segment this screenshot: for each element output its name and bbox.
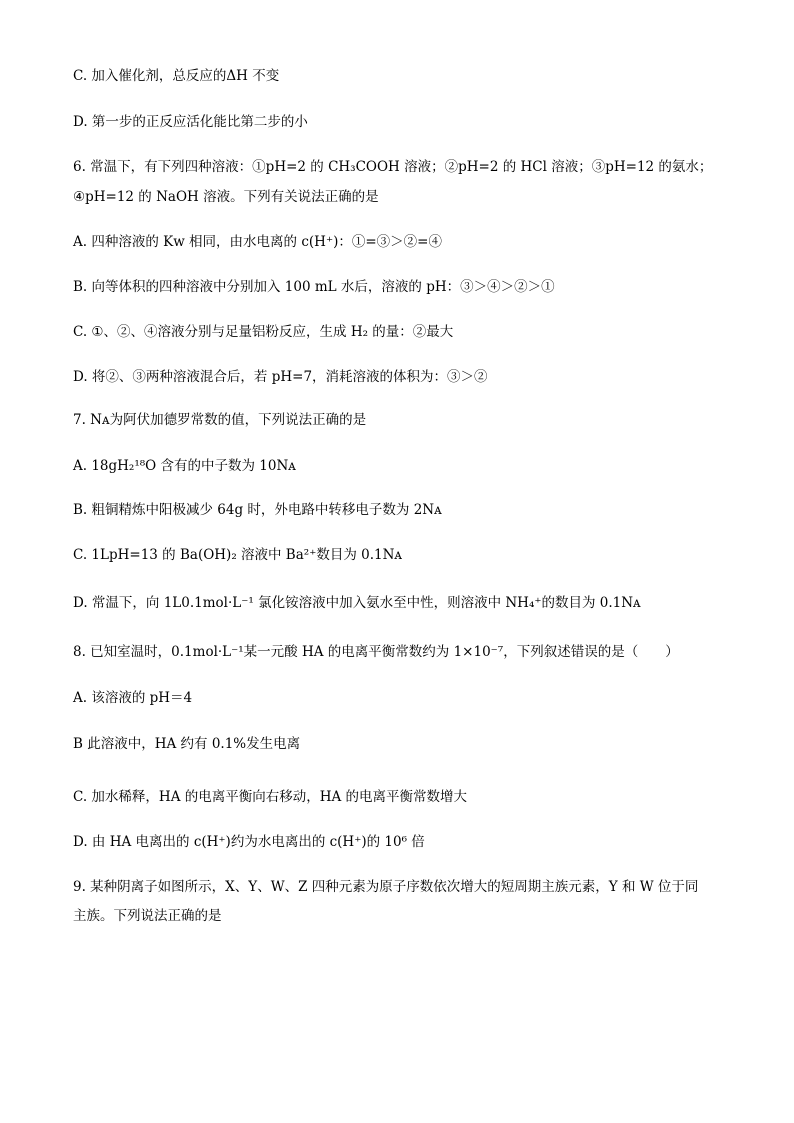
option-6a: A. 四种溶液的 Kw 相同，由水电离的 c(H⁺)：①=③＞②=④ [73,234,442,250]
question-9-line-2: 主族。下列说法正确的是 [73,908,222,924]
question-7: 7. Nᴀ为阿伏加德罗常数的值，下列说法正确的是 [73,412,367,428]
option-7d: D. 常温下，向 1L0.1mol·L⁻¹ 氯化铵溶液中加入氨水至中性，则溶液中 NH₄⁺的数目为 0.1Nᴀ [73,595,641,611]
option-8c: C. 加水稀释，HA 的电离平衡向右移动，HA 的电离平衡常数增大 [73,789,468,805]
option-5c: C. 加入催化剂，总反应的ΔH 不变 [73,68,280,84]
question-9-line-1: 9. 某种阴离子如图所示，X、Y、W、Z 四种元素为原子序数依次增大的短周期主族元素，Y 和 W 位于同 [73,879,699,895]
option-7a: A. 18gH₂¹⁸O 含有的中子数为 10Nᴀ [73,458,296,474]
option-6d: D. 将②、③两种溶液混合后，若 pH=7，消耗溶液的体积为：③＞② [73,369,488,385]
option-8d: D. 由 HA 电离出的 c(H⁺)约为水电离出的 c(H⁺)的 10⁶ 倍 [73,834,425,850]
option-8a: A. 该溶液的 pH＝4 [73,690,193,706]
option-6b: B. 向等体积的四种溶液中分别加入 100 mL 水后，溶液的 pH：③＞④＞②＞① [73,279,555,295]
option-7c: C. 1LpH=13 的 Ba(OH)₂ 溶液中 Ba²⁺数目为 0.1Nᴀ [73,547,403,563]
option-6c: C. ①、②、④溶液分别与足量铝粉反应，生成 H₂ 的量：②最大 [73,324,454,340]
option-5d: D. 第一步的正反应活化能比第二步的小 [73,114,308,130]
question-6-line-1: 6. 常温下，有下列四种溶液：①pH=2 的 CH₃COOH 溶液；②pH=2 的 HCl 溶液；③pH=12 的氨水； [73,159,713,175]
option-7b: B. 粗铜精炼中阳极减少 64g 时，外电路中转移电子数为 2Nᴀ [73,502,442,518]
question-8: 8. 已知室温时，0.1mol·L⁻¹某一元酸 HA 的电离平衡常数约为 1×10⁻⁷，下列叙述错误的是（ ） [73,644,679,660]
option-8b: B 此溶液中，HA 约有 0.1%发生电离 [73,736,301,752]
question-6-line-2: ④pH=12 的 NaOH 溶液。下列有关说法正确的是 [73,189,379,205]
